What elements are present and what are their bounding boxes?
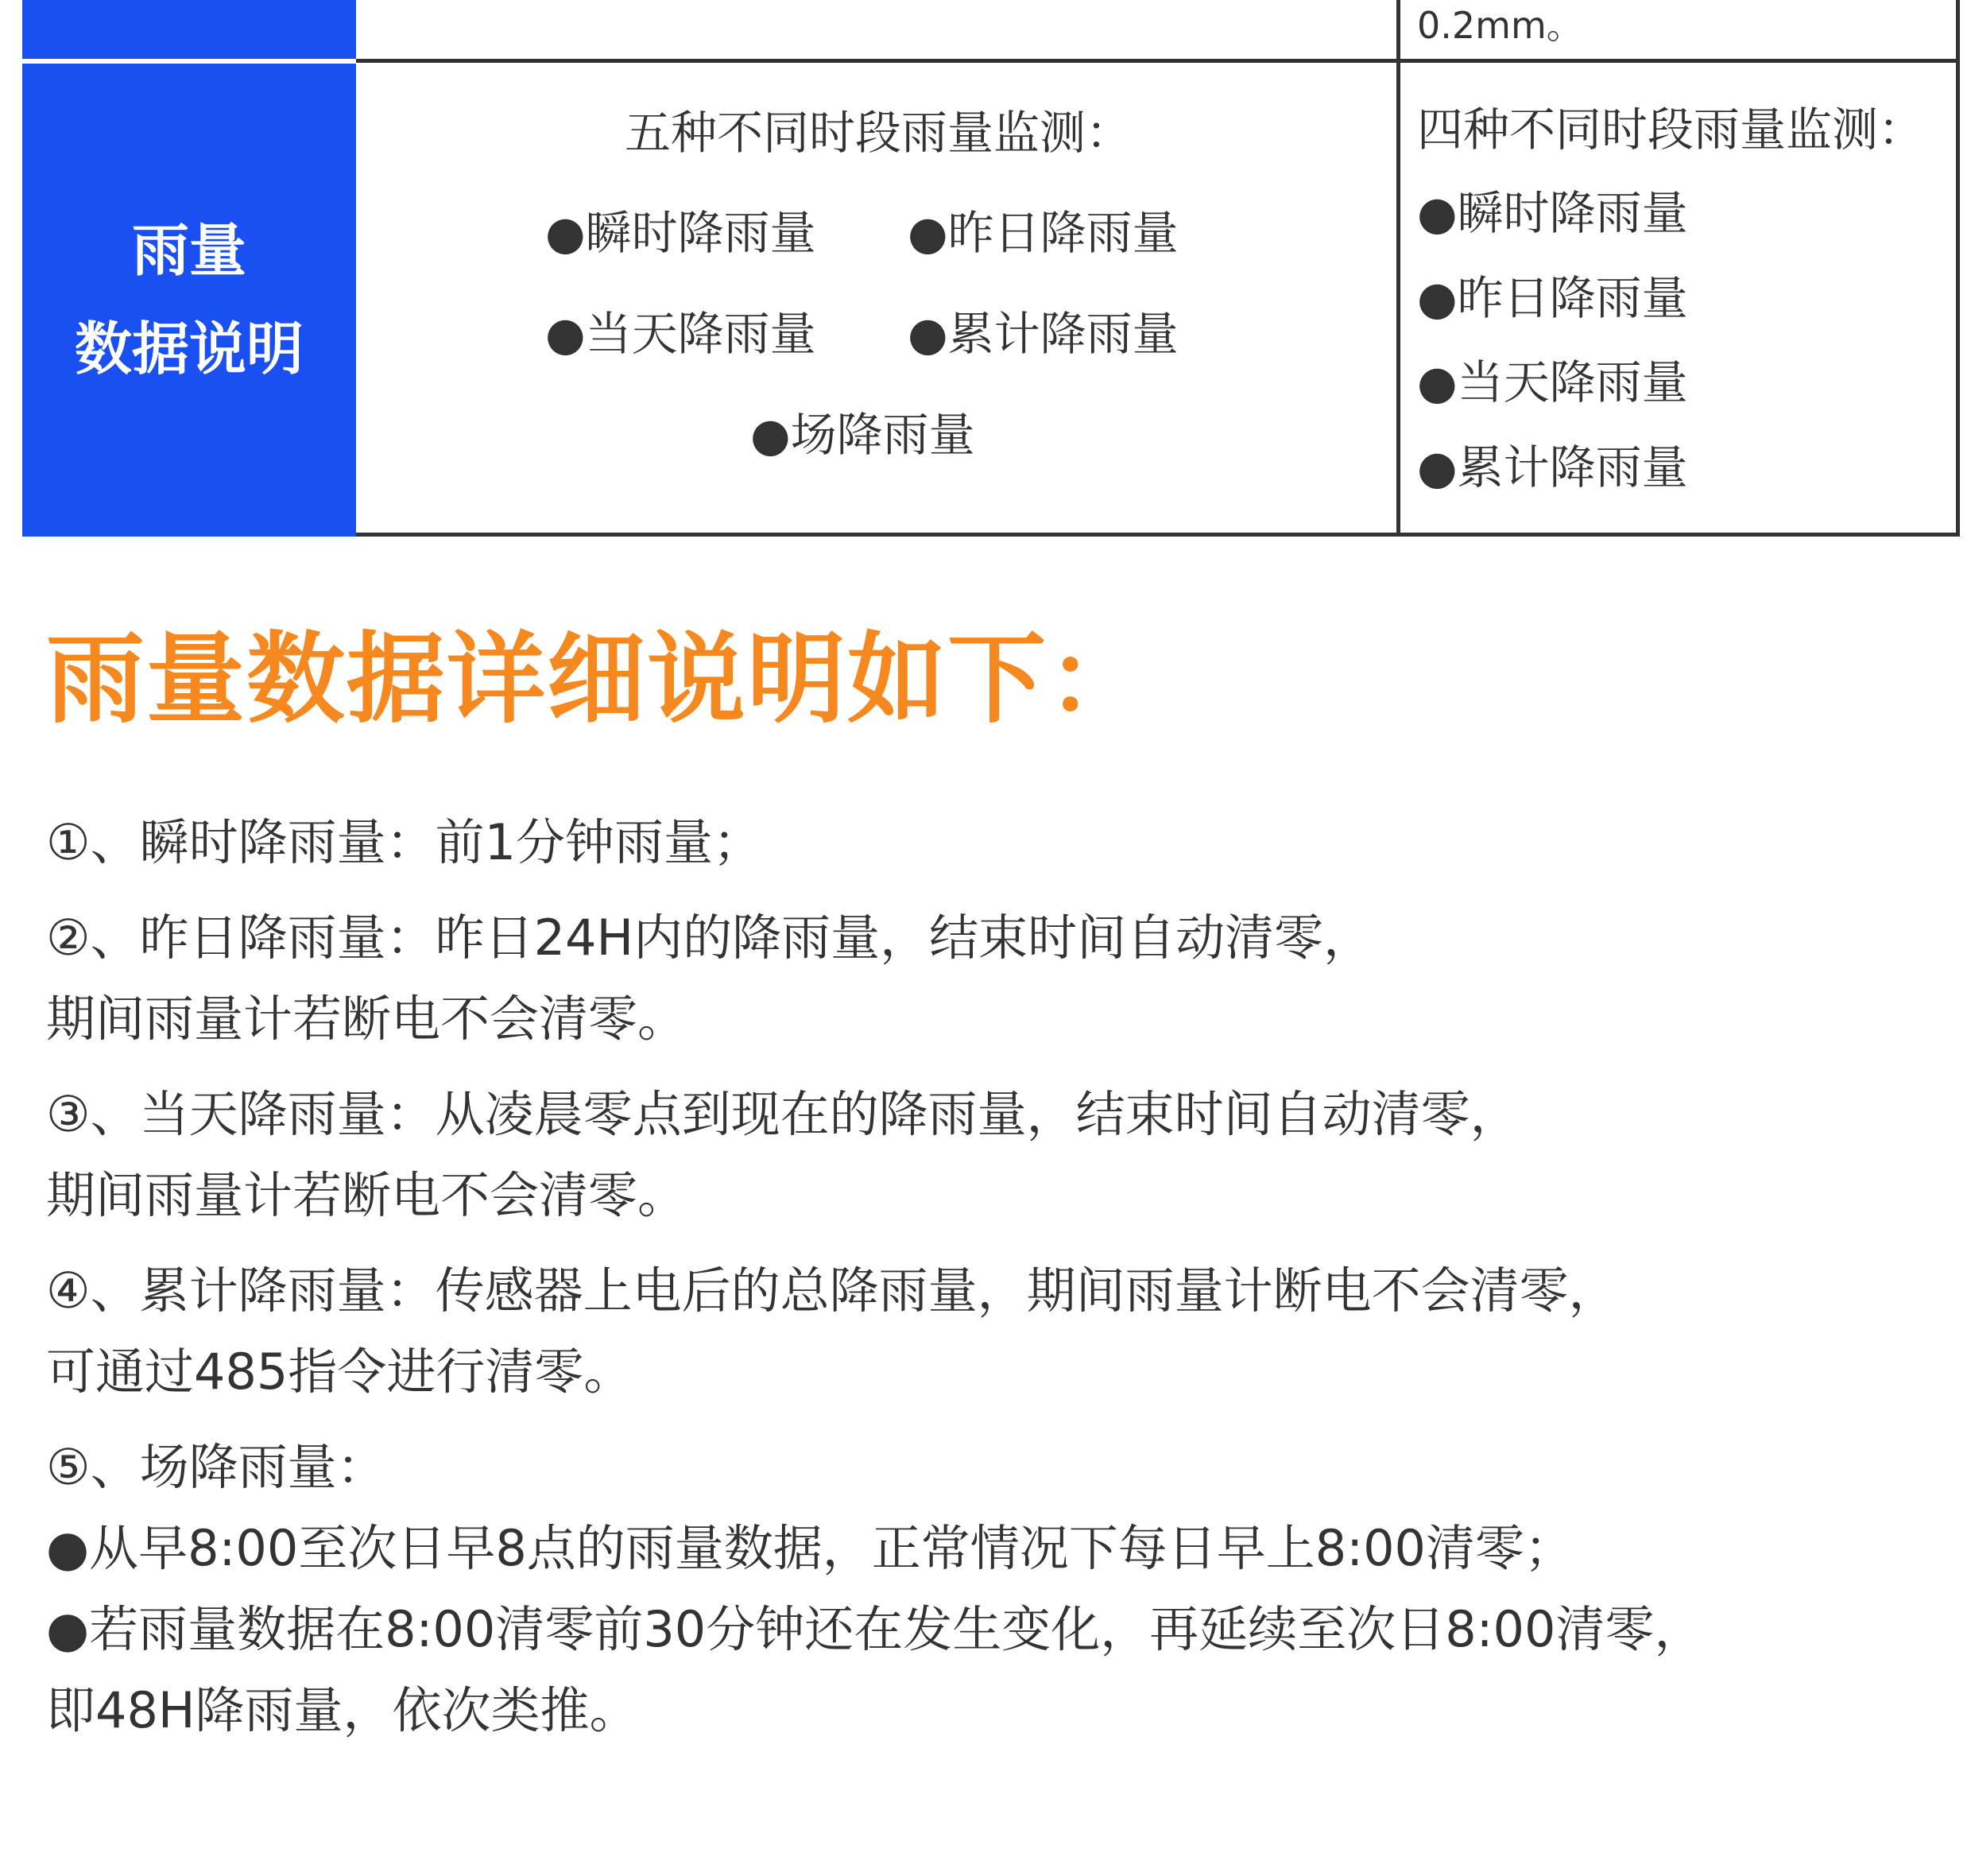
row-label-line-2: 数据说明 <box>74 315 304 382</box>
detail-line-9: ●从早8:00至次日早8点的雨量数据，正常情况下每日早上8:00清零； <box>46 1519 1574 1577</box>
four-period-item-cumulative: ●累计降雨量 <box>1417 440 1688 494</box>
five-period-item-today: ●当天降雨量 <box>545 307 816 361</box>
previous-row-text-fragment: 0.2mm。 <box>1417 4 1583 47</box>
detail-line-7: 可通过485指令进行清零。 <box>46 1343 633 1401</box>
detail-line-10: ●若雨量数据在8:00清零前30分钟还在发生变化，再延续至次日8:00清零， <box>46 1600 1704 1658</box>
detail-line-2: ②、昨日降雨量：昨日24H内的降雨量，结束时间自动清零， <box>46 909 1373 967</box>
four-period-item-today: ●当天降雨量 <box>1417 355 1688 409</box>
detail-line-8: ⑤、场降雨量： <box>46 1438 386 1496</box>
detail-line-6: ④、累计降雨量：传感器上电后的总降雨量，期间雨量计断电不会清零， <box>46 1262 1618 1320</box>
five-period-item-cumulative: ●累计降雨量 <box>908 307 1179 361</box>
row-label-line-1: 雨量 <box>131 216 246 284</box>
detail-line-11: 即48H降雨量，依次类推。 <box>46 1681 639 1739</box>
row-label <box>22 64 356 535</box>
detail-line-4: ③、当天降雨量：从凌晨零点到现在的降雨量，结束时间自动清零， <box>46 1085 1520 1143</box>
four-period-cell <box>1417 64 1957 535</box>
detail-line-5: 期间雨量计若断电不会清零。 <box>46 1166 687 1224</box>
details-title: 雨量数据详细说明如下： <box>46 622 1148 737</box>
label-column-top-cell <box>22 0 356 59</box>
detail-line-3: 期间雨量计若断电不会清零。 <box>46 990 687 1048</box>
row-divider <box>356 59 1960 63</box>
five-period-cell <box>358 64 1399 535</box>
four-period-item-instant: ●瞬时降雨量 <box>1417 186 1688 240</box>
four-period-item-yesterday: ●昨日降雨量 <box>1417 271 1688 325</box>
five-period-item-instant: ●瞬时降雨量 <box>545 206 816 260</box>
five-period-item-yesterday: ●昨日降雨量 <box>908 206 1179 260</box>
four-period-heading: 四种不同时段雨量监测： <box>1417 103 1925 157</box>
five-period-item-event: ●场降雨量 <box>750 408 975 462</box>
detail-line-1: ①、瞬时降雨量：前1分钟雨量； <box>46 813 763 871</box>
comparison-table <box>0 0 1971 537</box>
five-period-heading: 五种不同时段雨量监测： <box>624 106 1132 160</box>
